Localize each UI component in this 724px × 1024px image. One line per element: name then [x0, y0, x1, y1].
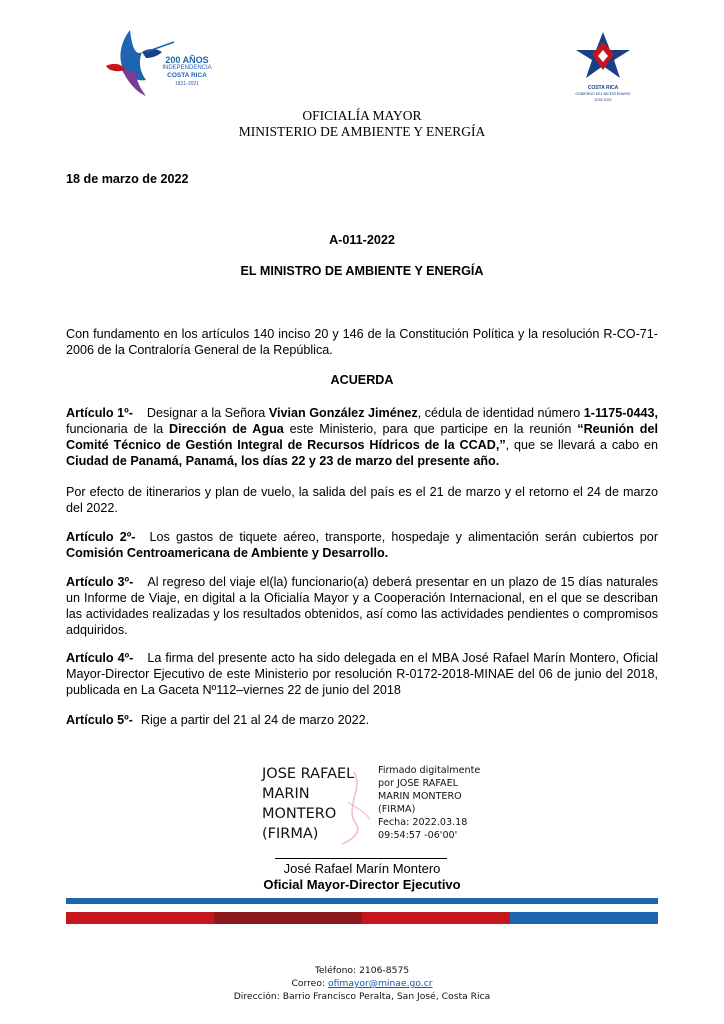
star-emblem-icon [570, 30, 636, 80]
article-4-text: La firma del presente acto ha sido delegada en el MBA José Rafael Marín Montero, Oficial Mayor-Director Ejecutivo de este Ministerio por resolución R-0172-2018-MINAE del 06 de junio del 2018, publicada en La Gaceta Nº112–viernes 22 de junio del 2018 [66, 651, 659, 697]
office-heading: OFICIALÍA MAYOR [302, 108, 422, 123]
bicentennial-title: 200 AÑOS [165, 55, 209, 65]
government-logo [570, 30, 636, 104]
digital-line-5: Fecha: 2022.03.18 [378, 817, 468, 828]
article-1-text-a: Designar a la Señora [146, 406, 269, 420]
article-3-text: Al regreso del viaje el(la) funcionario(a) deberá presentar en un plazo de 15 días naturales un Informe de Viaje, en digital a la Oficialía Mayor y a Cooperación Internacional, en el que se describan las actividades realizadas y los resultados obtenidos, así como las actividades pendientes o compromisos adquiridos. [66, 575, 659, 637]
signer-printed-name: José Rafael Marín Montero [283, 861, 441, 876]
itinerary-paragraph: Por efecto de itinerarios y plan de vuelo, la salida del país es el 21 de marzo y el retorno el 24 de marzo del 2022. [66, 485, 658, 515]
footer-phone: Teléfono: 2106-8575 [314, 965, 410, 976]
signer-position: Oficial Mayor-Director Ejecutivo [263, 877, 461, 892]
article-1 [66, 405, 658, 469]
article-1-text-b: , cédula de identidad número [417, 406, 584, 420]
digital-line-6: 09:54:57 -06'00' [378, 830, 458, 841]
digital-signature [262, 764, 492, 854]
article-4 [66, 650, 658, 698]
article-1-place: Ciudad de Panamá, Panamá, los días 22 y 23 de marzo del presente año. [66, 454, 500, 468]
article-2-label: Artículo 2º- [66, 530, 136, 544]
minister-title: EL MINISTRO DE AMBIENTE Y ENERGÍA [240, 264, 484, 278]
bicentennial-country: COSTA RICA [167, 72, 207, 79]
bottom-color-bar [66, 912, 658, 924]
article-3-label: Artículo 3º- [66, 575, 134, 589]
document-code: A-011-2022 [329, 233, 395, 247]
footer-email-label: Correo: [291, 978, 328, 989]
signature-line [275, 858, 447, 859]
bicentennial-sub: INDEPENDENCIA [162, 65, 212, 71]
footer-email-link[interactable]: ofimayor@minae.go.cr [327, 978, 433, 989]
acuerda-heading: ACUERDA [330, 373, 394, 387]
digital-line-2: por JOSE RAFAEL [378, 778, 458, 789]
digital-line-1: Firmado digitalmente [378, 765, 481, 776]
digital-line-4: (FIRMA) [378, 804, 416, 815]
signer-name-line-4: (FIRMA) [262, 826, 319, 842]
document-date: 18 de marzo de 2022 [66, 172, 189, 186]
footer-email-line [0, 977, 724, 990]
gov-logo-text: COSTA RICA [587, 85, 619, 91]
article-2-payer: Comisión Centroamericana de Ambiente y Desarrollo. [66, 546, 389, 560]
ministry-heading: MINISTERIO DE AMBIENTE Y ENERGÍA [238, 124, 486, 139]
gov-logo-sub: GOBIERNO DEL BICENTENARIO [575, 92, 631, 96]
signer-name-line-1: JOSE RAFAEL [262, 766, 355, 782]
article-1-text-e: , que se llevará a cabo en [505, 438, 658, 452]
article-1-person: Vivian González Jiménez [268, 406, 418, 420]
article-1-text-c: funcionaria de la [66, 422, 169, 436]
article-5 [66, 712, 658, 728]
article-1-id: 1-1175-0443, [583, 406, 659, 420]
article-4-label: Artículo 4º- [66, 651, 134, 665]
top-color-bar [66, 898, 658, 904]
article-5-text: Rige a partir del 21 al 24 de marzo 2022. [140, 713, 370, 727]
article-1-text-d: este Ministerio, para que participe en la reunión [283, 422, 578, 436]
bicentennial-logo [100, 26, 220, 102]
gov-logo-years: 2018-2022 [594, 98, 612, 102]
article-2 [66, 529, 658, 561]
digital-line-3: MARIN MONTERO [378, 791, 462, 802]
footer-address: Dirección: Barrio Francisco Peralta, San José, Costa Rica [233, 991, 491, 1002]
article-3 [66, 574, 658, 638]
article-5-label: Artículo 5º- [66, 713, 133, 727]
article-1-label: Artículo 1º- [66, 406, 133, 420]
bicentennial-years: 1821-2021 [175, 81, 199, 87]
preamble: Con fundamento en los artículos 140 inciso 20 y 146 de la Constitución Política y la resolución R-CO-71-2006 de la Contraloría General de la República. [66, 327, 658, 357]
article-2-text: Los gastos de tiquete aéreo, transporte, hospedaje y alimentación serán cubiertos por [149, 530, 659, 544]
signer-name-line-3: MONTERO [262, 806, 337, 822]
article-1-meeting: “Reunión del Comité Técnico de Gestión Integral de Recursos Hídricos de la CCAD,” [66, 422, 658, 452]
article-1-department: Dirección de Agua [168, 422, 284, 436]
signer-name-line-2: MARIN [262, 786, 310, 802]
